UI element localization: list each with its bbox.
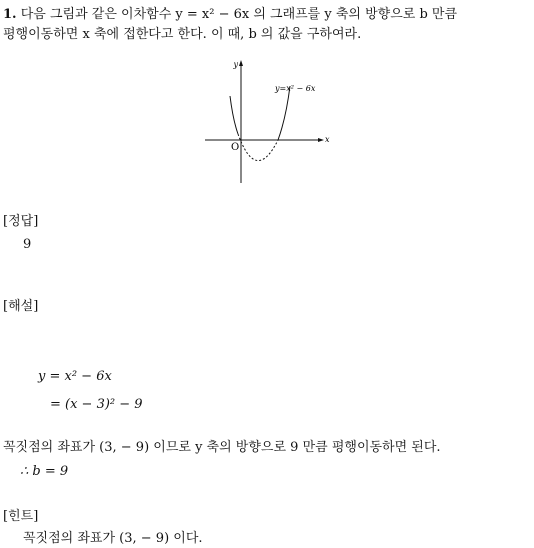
answer-value: 9 [23, 237, 32, 252]
solution-label: [해설] [3, 299, 39, 314]
solution-equation-2: = (x − 3)² − 9 [50, 397, 143, 412]
hint-text: 꼭짓점의 좌표가 (3, − 9) 이다. [23, 531, 203, 546]
parabola-curve-right [278, 86, 290, 140]
origin-label: O [231, 142, 240, 153]
x-axis-label: x [325, 135, 330, 144]
parabola-graph [200, 58, 334, 186]
question-text-1: 다음 그림과 같은 이차함수 y = x² − 6x 의 그래프를 y 축의 방향으로 b 만큼 [20, 7, 458, 22]
curve-label: y=x² − 6x [275, 84, 316, 93]
parabola-curve-dashed [238, 134, 278, 161]
answer-label: [정답] [3, 214, 39, 229]
hint-label: [힌트] [3, 509, 39, 524]
solution-conclusion: ∴ b = 9 [20, 464, 69, 479]
x-axis-arrow [318, 138, 324, 142]
solution-equation-1: y = x² − 6x [38, 369, 112, 384]
solution-explanation: 꼭짓점의 좌표가 (3, − 9) 이므로 y 축의 방향으로 9 만큼 평행이동하면 된다. [3, 440, 441, 455]
y-axis-label: y [233, 60, 238, 69]
question-line-1 [3, 6, 457, 23]
question-line-2: 평행이동하면 x 축에 접한다고 한다. 이 때, b 의 값을 구하여라. [3, 27, 362, 42]
question-number: 1. [3, 7, 17, 22]
parabola-curve-upper-left [230, 96, 238, 134]
y-axis-arrow [239, 60, 243, 66]
